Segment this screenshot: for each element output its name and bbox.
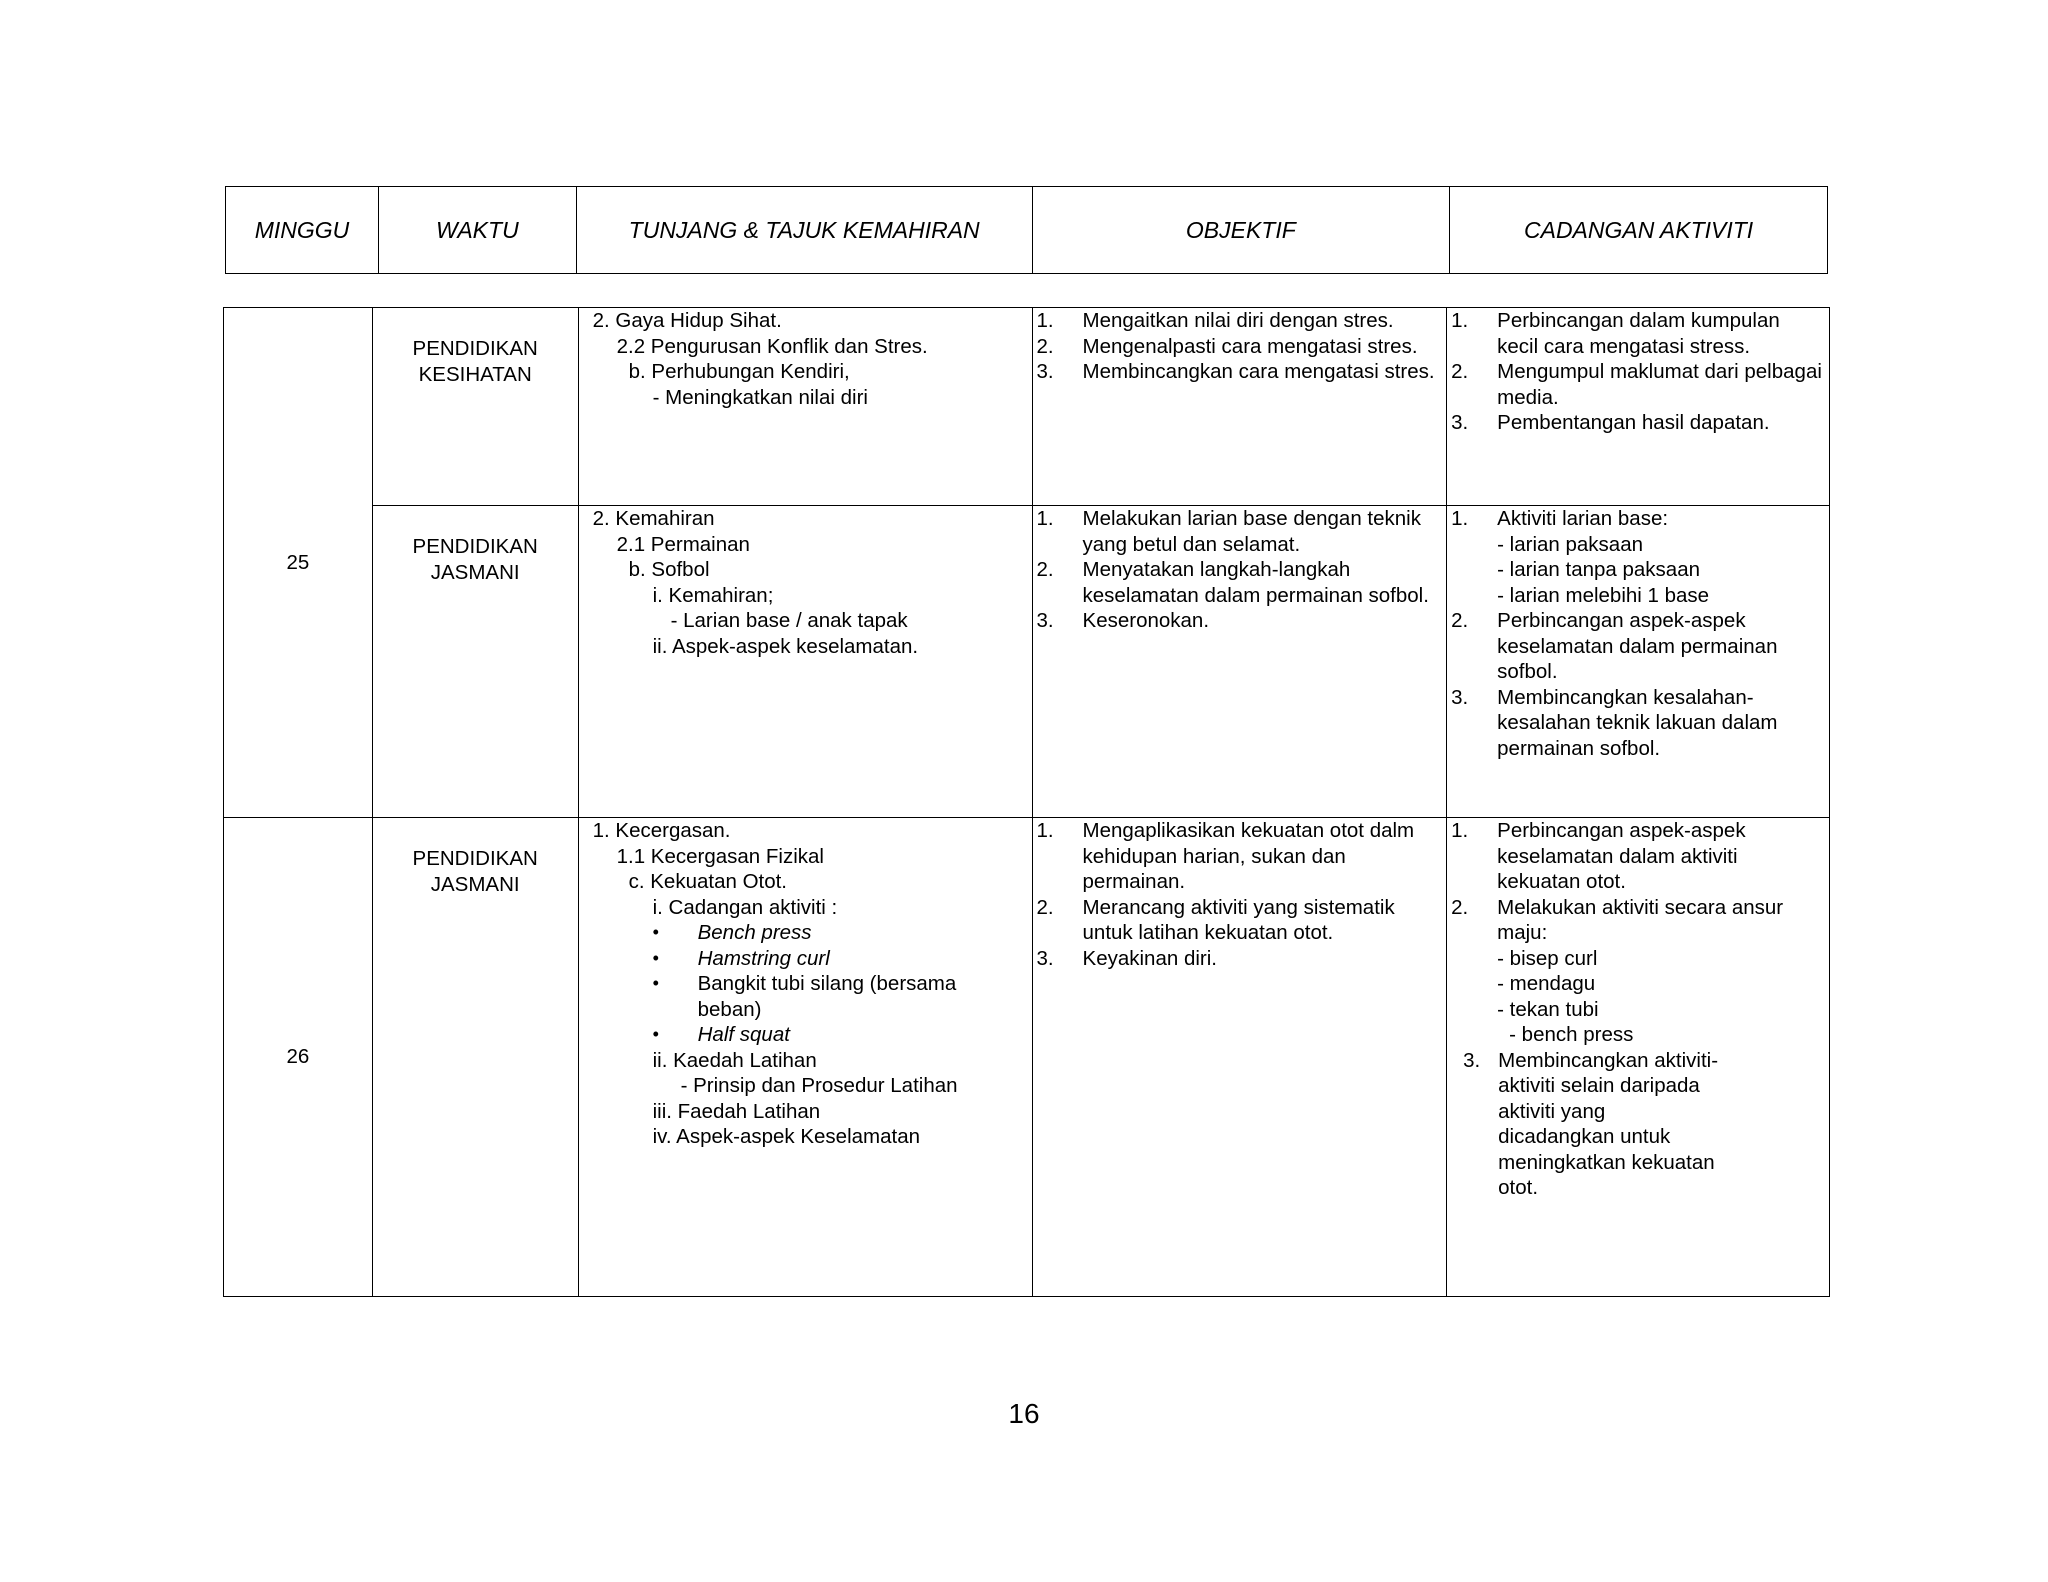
list-number: 2. xyxy=(1036,895,1054,919)
objektif-cell xyxy=(1032,506,1447,818)
header-table xyxy=(225,186,1828,274)
bullet-text: Hamstring curl xyxy=(697,946,830,970)
tunjang-line: ii. Kaedah Latihan xyxy=(652,1048,817,1072)
table-row xyxy=(224,818,1830,1297)
list-text: Keseronokan. xyxy=(1082,609,1210,632)
list-item xyxy=(1037,334,1441,360)
list-number: 3. xyxy=(1036,609,1054,632)
tunjang-line: i. Kemahiran; xyxy=(652,583,774,607)
tunjang-cell xyxy=(578,506,1032,818)
tunjang-line: 2.1 Permainan xyxy=(616,532,750,556)
tunjang-cell xyxy=(578,308,1032,506)
list-line: - larian tanpa paksaan xyxy=(1497,558,1700,581)
list-text: Mengenalpasti cara mengatasi stres. xyxy=(1082,334,1418,358)
cadangan-cell xyxy=(1447,506,1830,818)
list-number: 1. xyxy=(1451,309,1469,332)
list-item xyxy=(1451,685,1823,762)
list-text: Mengaplikasikan kekuatan otot dalm kehidupan harian, sukan dan permainan. xyxy=(1082,819,1415,893)
list-item xyxy=(1451,410,1823,436)
tunjang-line: 1. Kecergasan. xyxy=(592,819,731,842)
cadangan-cell xyxy=(1447,308,1830,506)
list-line: - tekan tubi xyxy=(1497,997,1599,1021)
header-waktu: WAKTU xyxy=(378,187,576,274)
list-item xyxy=(1451,608,1823,685)
list-text xyxy=(1498,1048,1823,1201)
list-line: - bench press xyxy=(1509,1023,1634,1046)
list-number: 2. xyxy=(1036,334,1054,358)
tunjang-line: b. Sofbol xyxy=(628,558,710,581)
header-minggu: MINGGU xyxy=(226,187,379,274)
tunjang-line: - Prinsip dan Prosedur Latihan xyxy=(680,1074,958,1097)
week-cell: 25 xyxy=(224,308,373,818)
waktu-line: JASMANI xyxy=(430,872,520,896)
list-item xyxy=(1451,1048,1823,1201)
list-line: - bisep curl xyxy=(1497,946,1598,970)
list-text: Menyatakan langkah-langkah keselamatan dalam permainan sofbol. xyxy=(1082,558,1429,607)
waktu-line: PENDIDIKAN xyxy=(412,847,538,870)
list-item xyxy=(1037,608,1441,634)
tunjang-line: 2. Kemahiran xyxy=(592,507,715,530)
tunjang-line: 1.1 Kecergasan Fizikal xyxy=(616,844,824,868)
header-objektif: OBJEKTIF xyxy=(1032,187,1450,274)
tunjang-line: i. Cadangan aktiviti : xyxy=(652,895,838,919)
list-text: Merancang aktiviti yang sistematik untuk latihan kekuatan otot. xyxy=(1082,895,1395,944)
list-number: 1. xyxy=(1036,507,1054,530)
header-tunjang: TUNJANG & TAJUK KEMAHIRAN xyxy=(576,187,1032,274)
list-item xyxy=(1037,557,1441,608)
objektif-cell xyxy=(1032,308,1447,506)
list-line: dicadangkan untuk xyxy=(1498,1125,1671,1148)
list-number: 1. xyxy=(1451,507,1469,530)
tunjang-line: - Larian base / anak tapak xyxy=(670,609,908,632)
list-line: Melakukan aktiviti secara ansur maju: xyxy=(1497,895,1784,944)
waktu-line: JASMANI xyxy=(430,560,520,584)
list-text: Melakukan larian base dengan teknik yang betul dan selamat. xyxy=(1082,507,1421,556)
waktu-cell xyxy=(372,308,578,506)
bullet-icon: • xyxy=(652,973,659,993)
list-item xyxy=(1451,308,1823,359)
list-text xyxy=(1497,895,1823,1023)
list-line: aktiviti yang xyxy=(1498,1099,1606,1123)
list-number: 1. xyxy=(1036,819,1054,842)
list-number: 2. xyxy=(1036,558,1054,581)
bullet-item xyxy=(593,920,1032,946)
bullet-icon: • xyxy=(652,922,659,942)
bullet-icon: • xyxy=(652,1024,659,1044)
waktu-line: KESIHATAN xyxy=(418,362,532,386)
list-line: Aktiviti larian base: xyxy=(1497,507,1669,530)
list-line: - larian melebihi 1 base xyxy=(1497,583,1710,607)
list-line: otot. xyxy=(1498,1176,1539,1199)
tunjang-line: c. Kekuatan Otot. xyxy=(628,870,788,893)
list-text: Perbincangan aspek-aspek keselamatan dalam permainan sofbol. xyxy=(1497,609,1778,683)
list-text xyxy=(1497,506,1823,608)
list-text: Membincangkan cara mengatasi stres. xyxy=(1082,360,1435,383)
list-text: Membincangkan kesalahan-kesalahan teknik lakuan dalam permainan sofbol. xyxy=(1497,685,1778,760)
waktu-cell xyxy=(372,506,578,818)
list-number: 3. xyxy=(1451,685,1469,709)
tunjang-line: ii. Aspek-aspek keselamatan. xyxy=(652,634,919,658)
cadangan-cell xyxy=(1447,818,1830,1297)
table-row xyxy=(224,308,1830,506)
list-item xyxy=(1037,818,1441,895)
bullet-text: Bangkit tubi silang (bersama beban) xyxy=(697,972,957,1021)
schedule-table xyxy=(223,307,1830,1297)
table-row xyxy=(224,506,1830,818)
objektif-cell xyxy=(1032,818,1447,1297)
list-item xyxy=(1451,506,1823,608)
list-text: Mengaitkan nilai diri dengan stres. xyxy=(1082,309,1394,332)
list-item xyxy=(1037,946,1441,972)
list-line: aktiviti selain daripada xyxy=(1498,1074,1700,1097)
bullet-item xyxy=(593,1022,1032,1048)
waktu-line: PENDIDIKAN xyxy=(412,337,538,360)
bullet-text: Half squat xyxy=(697,1023,790,1046)
list-item xyxy=(1451,359,1823,410)
tunjang-cell xyxy=(578,818,1032,1297)
list-number: 3. xyxy=(1463,1048,1481,1072)
list-item xyxy=(1037,308,1441,334)
list-item xyxy=(1037,895,1441,946)
bullet-text: Bench press xyxy=(697,921,812,944)
list-text: Perbincangan aspek-aspek keselamatan dalam aktiviti kekuatan otot. xyxy=(1497,819,1746,893)
list-text: Keyakinan diri. xyxy=(1082,946,1217,970)
list-number: 2. xyxy=(1451,609,1469,632)
tunjang-line: - Meningkatkan nilai diri xyxy=(652,385,868,409)
list-text: Mengumpul maklumat dari pelbagai media. xyxy=(1497,360,1822,409)
list-number: 3. xyxy=(1036,946,1054,970)
bullet-item xyxy=(593,971,1032,1022)
list-number: 1. xyxy=(1451,819,1469,842)
list-line: Membincangkan aktiviti- xyxy=(1498,1048,1719,1072)
tunjang-line: iv. Aspek-aspek Keselamatan xyxy=(652,1125,921,1148)
list-item xyxy=(1037,506,1441,557)
list-text: Perbincangan dalam kumpulan kecil cara mengatasi stress. xyxy=(1497,309,1780,358)
tunjang-line: b. Perhubungan Kendiri, xyxy=(628,360,850,383)
week-cell: 26 xyxy=(224,818,373,1297)
list-number: 2. xyxy=(1451,360,1469,383)
list-line: - larian paksaan xyxy=(1497,532,1644,556)
bullet-item xyxy=(593,946,1032,972)
waktu-cell xyxy=(372,818,578,1297)
list-item xyxy=(1037,359,1441,385)
list-text: Pembentangan hasil dapatan. xyxy=(1497,411,1770,434)
list-line: meningkatkan kekuatan xyxy=(1498,1150,1715,1174)
page-number: 16 xyxy=(1008,1398,1040,1429)
list-number: 1. xyxy=(1036,309,1054,332)
list-number: 3. xyxy=(1036,360,1054,383)
list-number: 2. xyxy=(1451,895,1469,919)
header-cadangan: CADANGAN AKTIVITI xyxy=(1450,187,1828,274)
list-item xyxy=(1451,895,1823,1023)
tunjang-line: 2. Gaya Hidup Sihat. xyxy=(592,309,782,332)
list-number: 3. xyxy=(1451,411,1469,434)
bullet-icon: • xyxy=(652,947,659,968)
list-line: - mendagu xyxy=(1497,972,1596,995)
list-item xyxy=(1451,818,1823,895)
tunjang-line: iii. Faedah Latihan xyxy=(652,1099,821,1123)
waktu-line: PENDIDIKAN xyxy=(412,535,538,558)
tunjang-line: 2.2 Pengurusan Konflik dan Stres. xyxy=(616,334,928,358)
